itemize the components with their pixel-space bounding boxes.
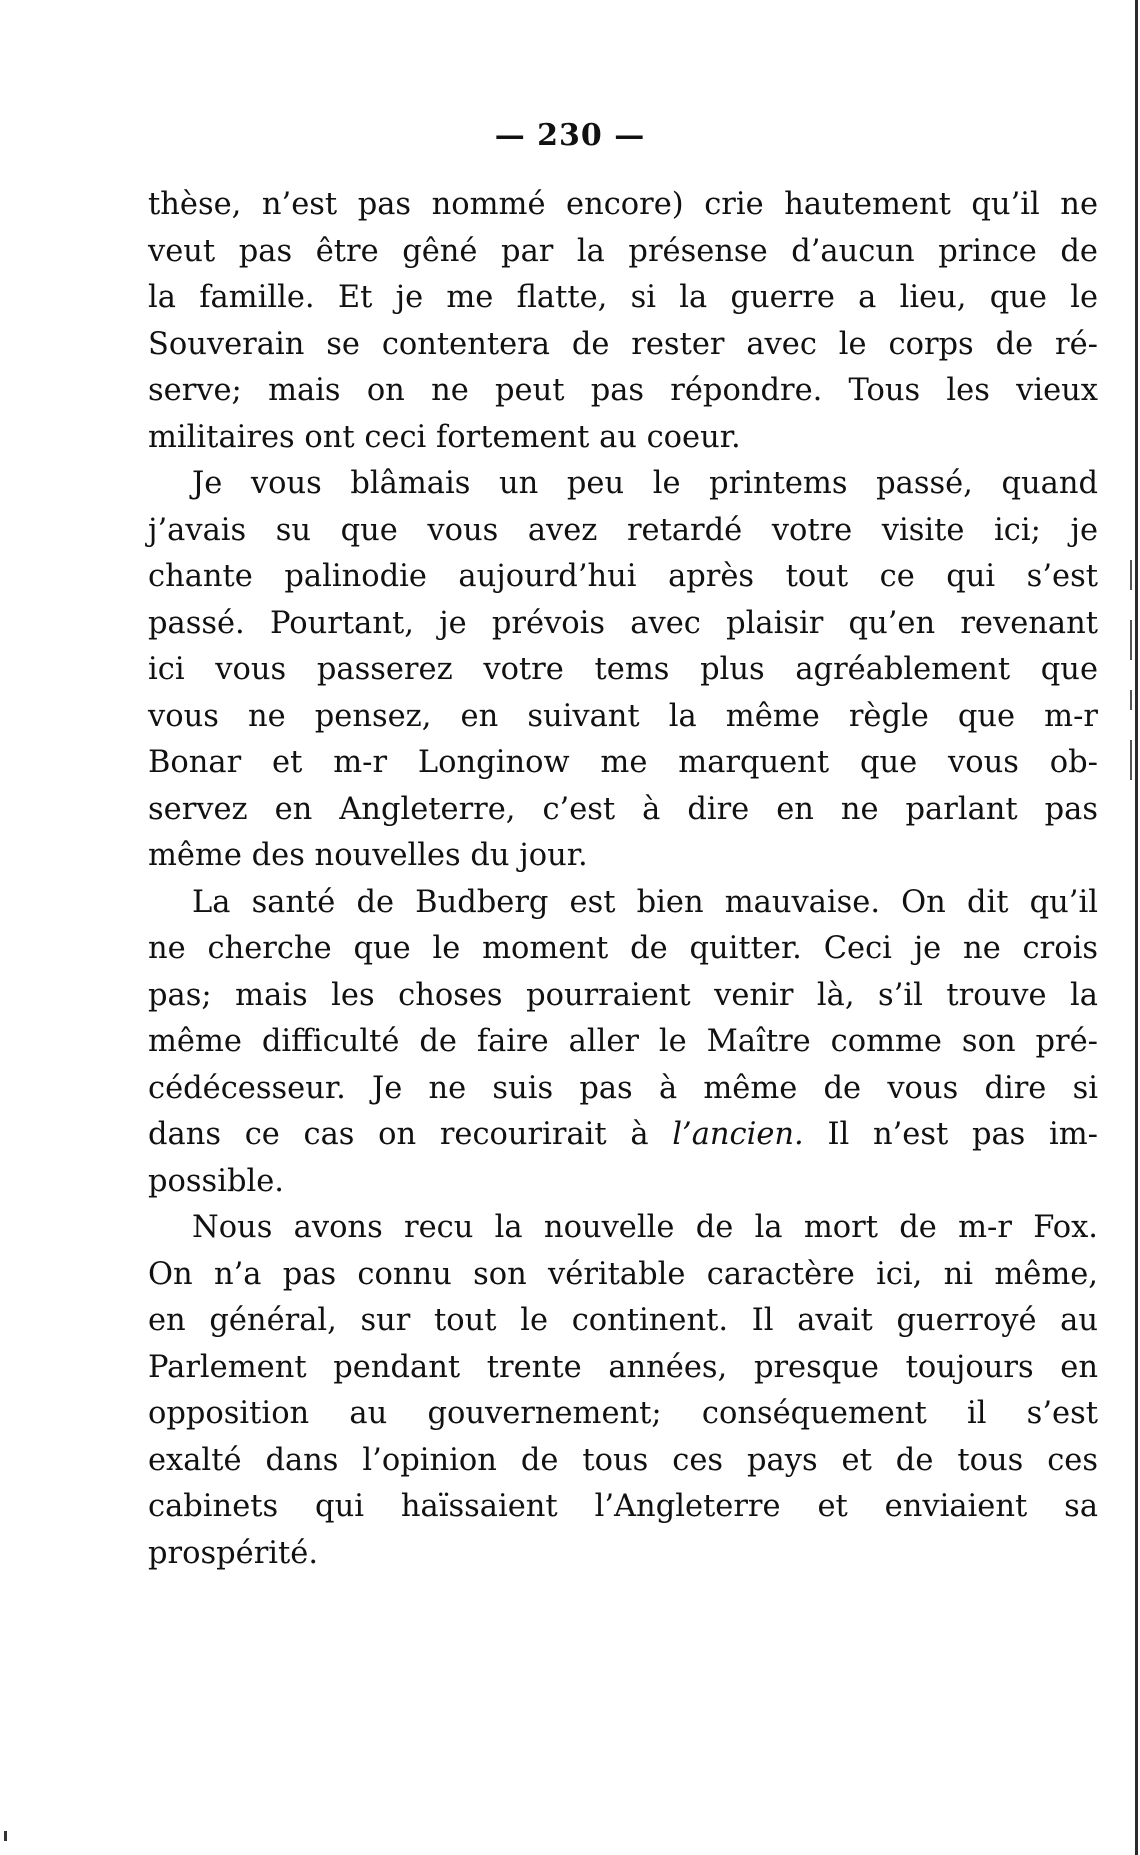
- text-line: vous ne pensez, en suivant la même règle que m-r: [148, 698, 1098, 734]
- text-fragment: Il n’est pas im-: [803, 1117, 1098, 1152]
- text-line: j’avais su que vous avez retardé votre visite ici; je: [148, 512, 1098, 548]
- paragraph-3: [148, 880, 1098, 1206]
- text-line: servez en Angleterre, c’est à dire en ne parlant pas: [148, 791, 1098, 827]
- text-line: serve; mais on ne peut pas répondre. Tous les vieux: [148, 373, 1098, 408]
- text-line: Nous avons recu la nouvelle de la mort de m-r Fox.: [192, 1210, 1098, 1245]
- scan-artifact: [1130, 620, 1132, 660]
- text-line: veut pas être gêné par la présense d’aucun prince de: [148, 233, 1098, 269]
- page-number: — 230 —: [494, 118, 646, 153]
- scan-artifact: [1130, 740, 1132, 780]
- scan-artifact: [1130, 690, 1132, 710]
- text-line: même des nouvelles du jour.: [148, 838, 588, 873]
- text-line: exalté dans l’opinion de tous ces pays et de tous ces: [148, 1442, 1098, 1478]
- paragraph-2: [148, 461, 1098, 880]
- text-line: cabinets qui haïssaient l’Angleterre et enviaient sa: [148, 1489, 1098, 1524]
- text-line: Bonar et m-r Longinow me marquent que vous ob-: [148, 745, 1098, 780]
- text-line: prospérité.: [148, 1535, 319, 1571]
- text-line: opposition au gouvernement; conséquement il s’est: [148, 1396, 1098, 1431]
- paragraph-4: [148, 1205, 1098, 1577]
- scan-artifact: [4, 1831, 7, 1841]
- text-line: Souverain se contentera de rester avec le corps de ré-: [148, 326, 1098, 362]
- text-line: On n’a pas connu son véritable caractère ici, ni même,: [148, 1256, 1098, 1292]
- text-line-with-italic: [148, 1112, 1098, 1159]
- text-line: même difficulté de faire aller le Maître comme son pré-: [148, 1024, 1098, 1059]
- text-line: ici vous passerez votre tems plus agréablement que: [148, 652, 1098, 687]
- text-line: Je vous blâmais un peu le printems passé, quand: [192, 466, 1098, 501]
- text-line: chante palinodie aujourd’hui après tout ce qui s’est: [148, 559, 1098, 594]
- paragraph-1: [148, 182, 1098, 461]
- text-line: militaires ont ceci fortement au coeur.: [148, 419, 741, 455]
- text-line: thèse, n’est pas nommé encore) crie hautement qu’il ne: [148, 187, 1098, 222]
- italic-text: l’ancien.: [672, 1117, 804, 1152]
- text-line: la famille. Et je me flatte, si la guerre a lieu, que le: [148, 280, 1098, 315]
- body-text: [148, 182, 1098, 1577]
- text-line: ne cherche que le moment de quitter. Ceci je ne crois: [148, 931, 1098, 966]
- text-line: pas; mais les choses pourraient venir là, s’il trouve la: [148, 977, 1098, 1013]
- text-line: passé. Pourtant, je prévois avec plaisir qu’en revenant: [148, 605, 1098, 641]
- text-line: La santé de Budberg est bien mauvaise. On dit qu’il: [192, 884, 1098, 920]
- text-line: Parlement pendant trente années, presque toujours en: [148, 1349, 1098, 1385]
- scan-artifact: [1130, 560, 1132, 590]
- text-line: en général, sur tout le continent. Il avait guerroyé au: [148, 1303, 1098, 1338]
- text-line: possible.: [148, 1163, 284, 1199]
- page-edge-divider: [1135, 0, 1138, 1855]
- text-line: cédécesseur. Je ne suis pas à même de vous dire si: [148, 1070, 1098, 1106]
- text-fragment: dans ce cas on recourirait à: [148, 1117, 673, 1152]
